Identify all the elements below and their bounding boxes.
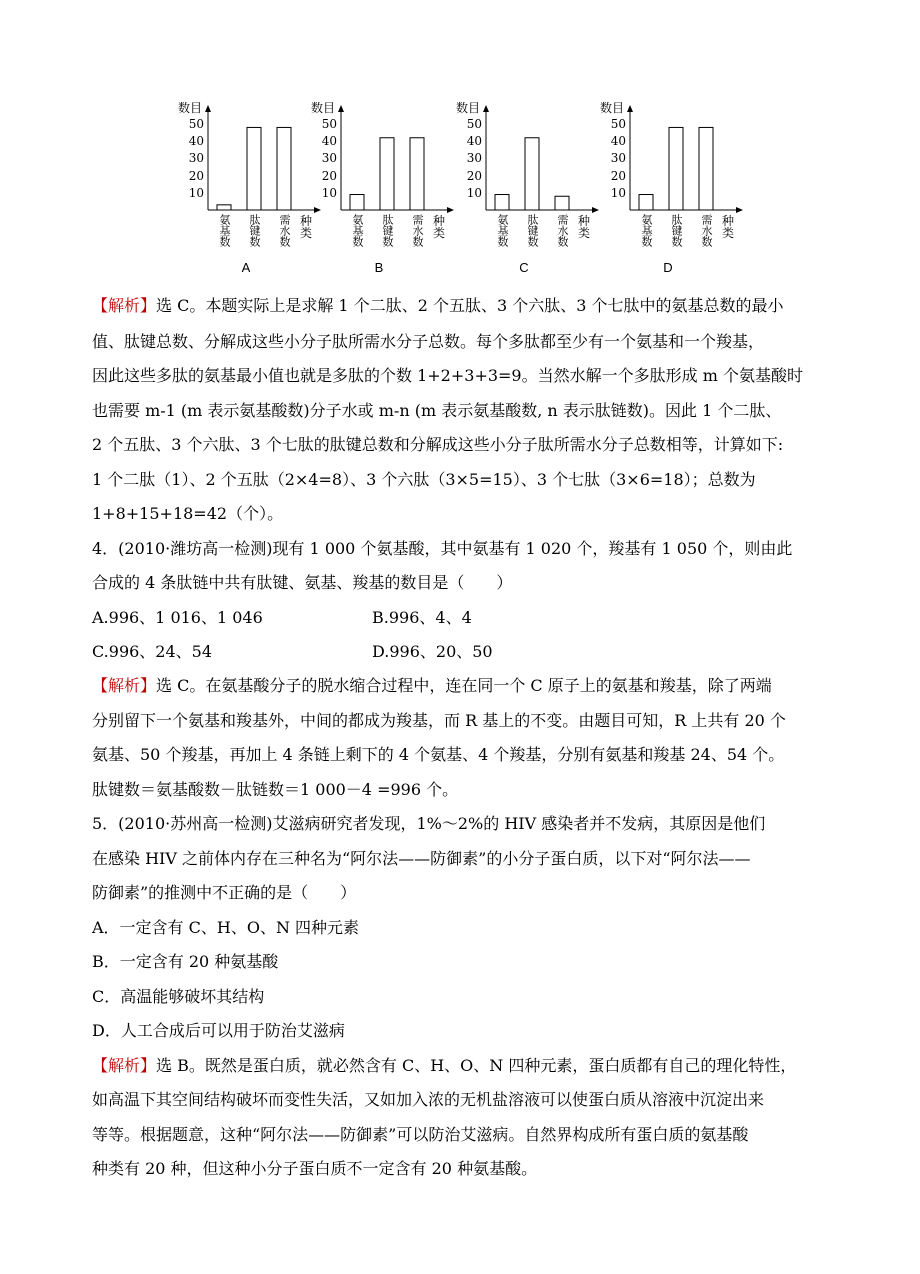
question-5-stem-line-2: 在感染 HIV 之前体内存在三种名为“阿尔法——防御素”的小分子蛋白质，以下对“阿尔法—— (92, 849, 751, 868)
question-5-option-c: C．高温能够破坏其结构 (92, 987, 265, 1006)
x-category-label: 需水数 (700, 214, 713, 247)
x-axis-title: 种类 (300, 214, 313, 240)
text: 选 C。在氨基酸分子的脱水缩合过程中，连在同一个 C 原子上的氨基和羧基，除了两端 (156, 676, 772, 695)
x-category-label: 肽键数 (248, 214, 261, 247)
y-tick-label: 30 (321, 151, 337, 166)
y-tick-label: 10 (610, 185, 626, 200)
question-4-option-a: A.996、1 016、1 046 (92, 608, 263, 627)
y-tick-label: 50 (188, 117, 204, 131)
y-axis-arrow (205, 105, 211, 112)
y-tick-label: 30 (188, 151, 204, 166)
y-tick-label: 40 (321, 134, 337, 149)
question-4-option-b: B.996、4、4 (372, 608, 472, 627)
question-5-option-d: D．人工合成后可以用于防治艾滋病 (92, 1021, 345, 1040)
y-tick-label: 20 (610, 168, 626, 183)
analysis-4-line-3: 氨基、50 个羧基，再加上 4 条链上剩下的 4 个氨基、4 个羧基，分别有氨基和羧基 24、54 个。 (92, 745, 785, 764)
question-5-stem-line-1: 5．(2010·苏州高一检测)艾滋病研究者发现，1%～2%的 HIV 感染者并不发病，其原因是他们 (92, 814, 766, 833)
analysis-3-line-1 (92, 296, 784, 316)
bar (380, 138, 394, 210)
y-tick-label: 10 (321, 185, 337, 200)
y-tick-label: 50 (321, 117, 337, 131)
y-tick-label: 50 (610, 117, 626, 131)
analysis-5-line-3: 等等。根据题意，这种“阿尔法——防御素”可以防治艾滋病。自然界构成所有蛋白质的氨基酸 (92, 1125, 749, 1144)
y-axis-title: 数目 (311, 101, 336, 115)
chart-letter: C (519, 260, 529, 275)
bar (277, 127, 291, 210)
y-axis-arrow (338, 105, 344, 112)
question-5-stem-line-3: 防御素”的推测中不正确的是（ ） (92, 883, 357, 902)
x-axis-title: 种类 (578, 214, 591, 240)
question-4-stem-line-2: 合成的 4 条肽链中共有肽键、氨基、羧基的数目是（ ） (92, 573, 513, 592)
x-category-label: 肽键数 (670, 214, 683, 247)
analysis-4-line-2: 分别留下一个氨基和羧基外，中间的都成为羧基，而 R 基上的不变。由题目可知，R 上共有 20 个 (92, 711, 786, 730)
chart-letter: B (374, 260, 384, 275)
text: 选 B。既然是蛋白质，就必然含有 C、H、O、N 四种元素，蛋白质都有自己的理化特性， (156, 1056, 797, 1075)
x-category-label: 氨基数 (218, 214, 231, 247)
y-tick-label: 20 (321, 168, 337, 183)
bar (410, 138, 424, 210)
bar (495, 195, 509, 210)
analysis-3-line-6: 1 个二肽（1）、2 个五肽（2×4=8）、3 个六肽（3×5=15）、3 个七肽（3×6=18）；总数为 (92, 470, 756, 489)
analysis-tag: 【解析】 (92, 296, 157, 315)
y-tick-label: 20 (188, 168, 204, 183)
x-category-label: 氨基数 (351, 214, 364, 247)
analysis-3-line-3: 因此这些多肽的氨基最小值也就是多肽的个数 1+2+3+3=9。当然水解一个多肽形成 m 个氨基酸时 (92, 366, 803, 385)
x-category-label: 需水数 (411, 214, 424, 247)
y-axis-title: 数目 (178, 101, 203, 115)
analysis-4-line-4: 肽键数＝氨基酸数－肽链数＝1 000－4 =996 个。 (92, 780, 459, 799)
y-tick-label: 10 (466, 185, 482, 200)
analysis-5-line-1 (92, 1056, 796, 1076)
y-tick-label: 40 (610, 134, 626, 149)
question-5-option-a: A．一定含有 C、H、O、N 四种元素 (92, 918, 360, 937)
analysis-3-line-7: 1+8+15+18=42（个）。 (92, 504, 284, 523)
x-category-label: 需水数 (556, 214, 569, 247)
x-category-label: 需水数 (278, 214, 291, 247)
question-4-option-d: D.996、20、50 (372, 642, 493, 661)
analysis-3-line-2: 值、肽键总数、分解成这些小分子肽所需水分子总数。每个多肽都至少有一个氨基和一个羧基， (92, 332, 765, 351)
question-4-stem-line-1: 4．(2010·潍坊高一检测)现有 1 000 个氨基酸，其中氨基有 1 020 个，羧基有 1 050 个，则由此 (92, 539, 793, 558)
chart-c (438, 96, 591, 286)
analysis-3-line-4: 也需要 m-1 (m 表示氨基酸数)分子水或 m-n (m 表示氨基酸数, n 表示肽链数)。因此 1 个二肽、 (92, 401, 782, 420)
bar (639, 195, 653, 210)
x-axis-title: 种类 (722, 214, 735, 240)
y-tick-label: 30 (466, 151, 482, 166)
y-tick-label: 20 (466, 168, 482, 183)
bar (699, 127, 713, 210)
chart-letter: D (663, 260, 673, 275)
analysis-5-line-2: 如高温下其空间结构破坏而变性失活，又如加入浓的无机盐溶液可以使蛋白质从溶液中沉淀出来 (92, 1090, 765, 1109)
bar (350, 195, 364, 210)
y-tick-label: 40 (466, 134, 482, 149)
analysis-4-line-1 (92, 676, 772, 696)
y-tick-label: 30 (610, 151, 626, 166)
y-axis-arrow (483, 105, 489, 112)
analysis-5-line-4: 种类有 20 种，但这种小分子蛋白质不一定含有 20 种氨基酸。 (92, 1159, 538, 1178)
bar-chart-group (160, 96, 780, 286)
bar (555, 196, 569, 210)
chart-a (160, 96, 313, 286)
x-category-label: 肽键数 (526, 214, 539, 247)
x-category-label: 氨基数 (640, 214, 653, 247)
bar (247, 127, 261, 210)
question-4-option-c: C.996、24、54 (92, 642, 213, 661)
x-category-label: 氨基数 (496, 214, 509, 247)
x-axis-title: 种类 (433, 214, 446, 240)
y-tick-label: 10 (188, 185, 204, 200)
analysis-tag: 【解析】 (92, 676, 157, 695)
y-tick-label: 40 (188, 134, 204, 149)
x-category-label: 肽键数 (381, 214, 394, 247)
bar (525, 138, 539, 210)
y-tick-label: 50 (466, 117, 482, 131)
chart-d (582, 96, 735, 286)
x-axis-arrow (736, 207, 743, 213)
analysis-tag: 【解析】 (92, 1056, 157, 1075)
bar (669, 127, 683, 210)
chart-b (293, 96, 446, 286)
text: 选 C。本题实际上是求解 1 个二肽、2 个五肽、3 个六肽、3 个七肽中的氨基总数的最小 (156, 296, 784, 315)
chart-letter: A (241, 260, 251, 275)
y-axis-arrow (627, 105, 633, 112)
question-5-option-b: B．一定含有 20 种氨基酸 (92, 952, 279, 971)
bar (217, 205, 231, 210)
y-axis-title: 数目 (600, 101, 625, 115)
y-axis-title: 数目 (456, 101, 481, 115)
analysis-3-line-5: 2 个五肽、3 个六肽、3 个七肽的肽键总数和分解成这些小分子肽所需水分子总数相等，计算如下: (92, 435, 784, 454)
